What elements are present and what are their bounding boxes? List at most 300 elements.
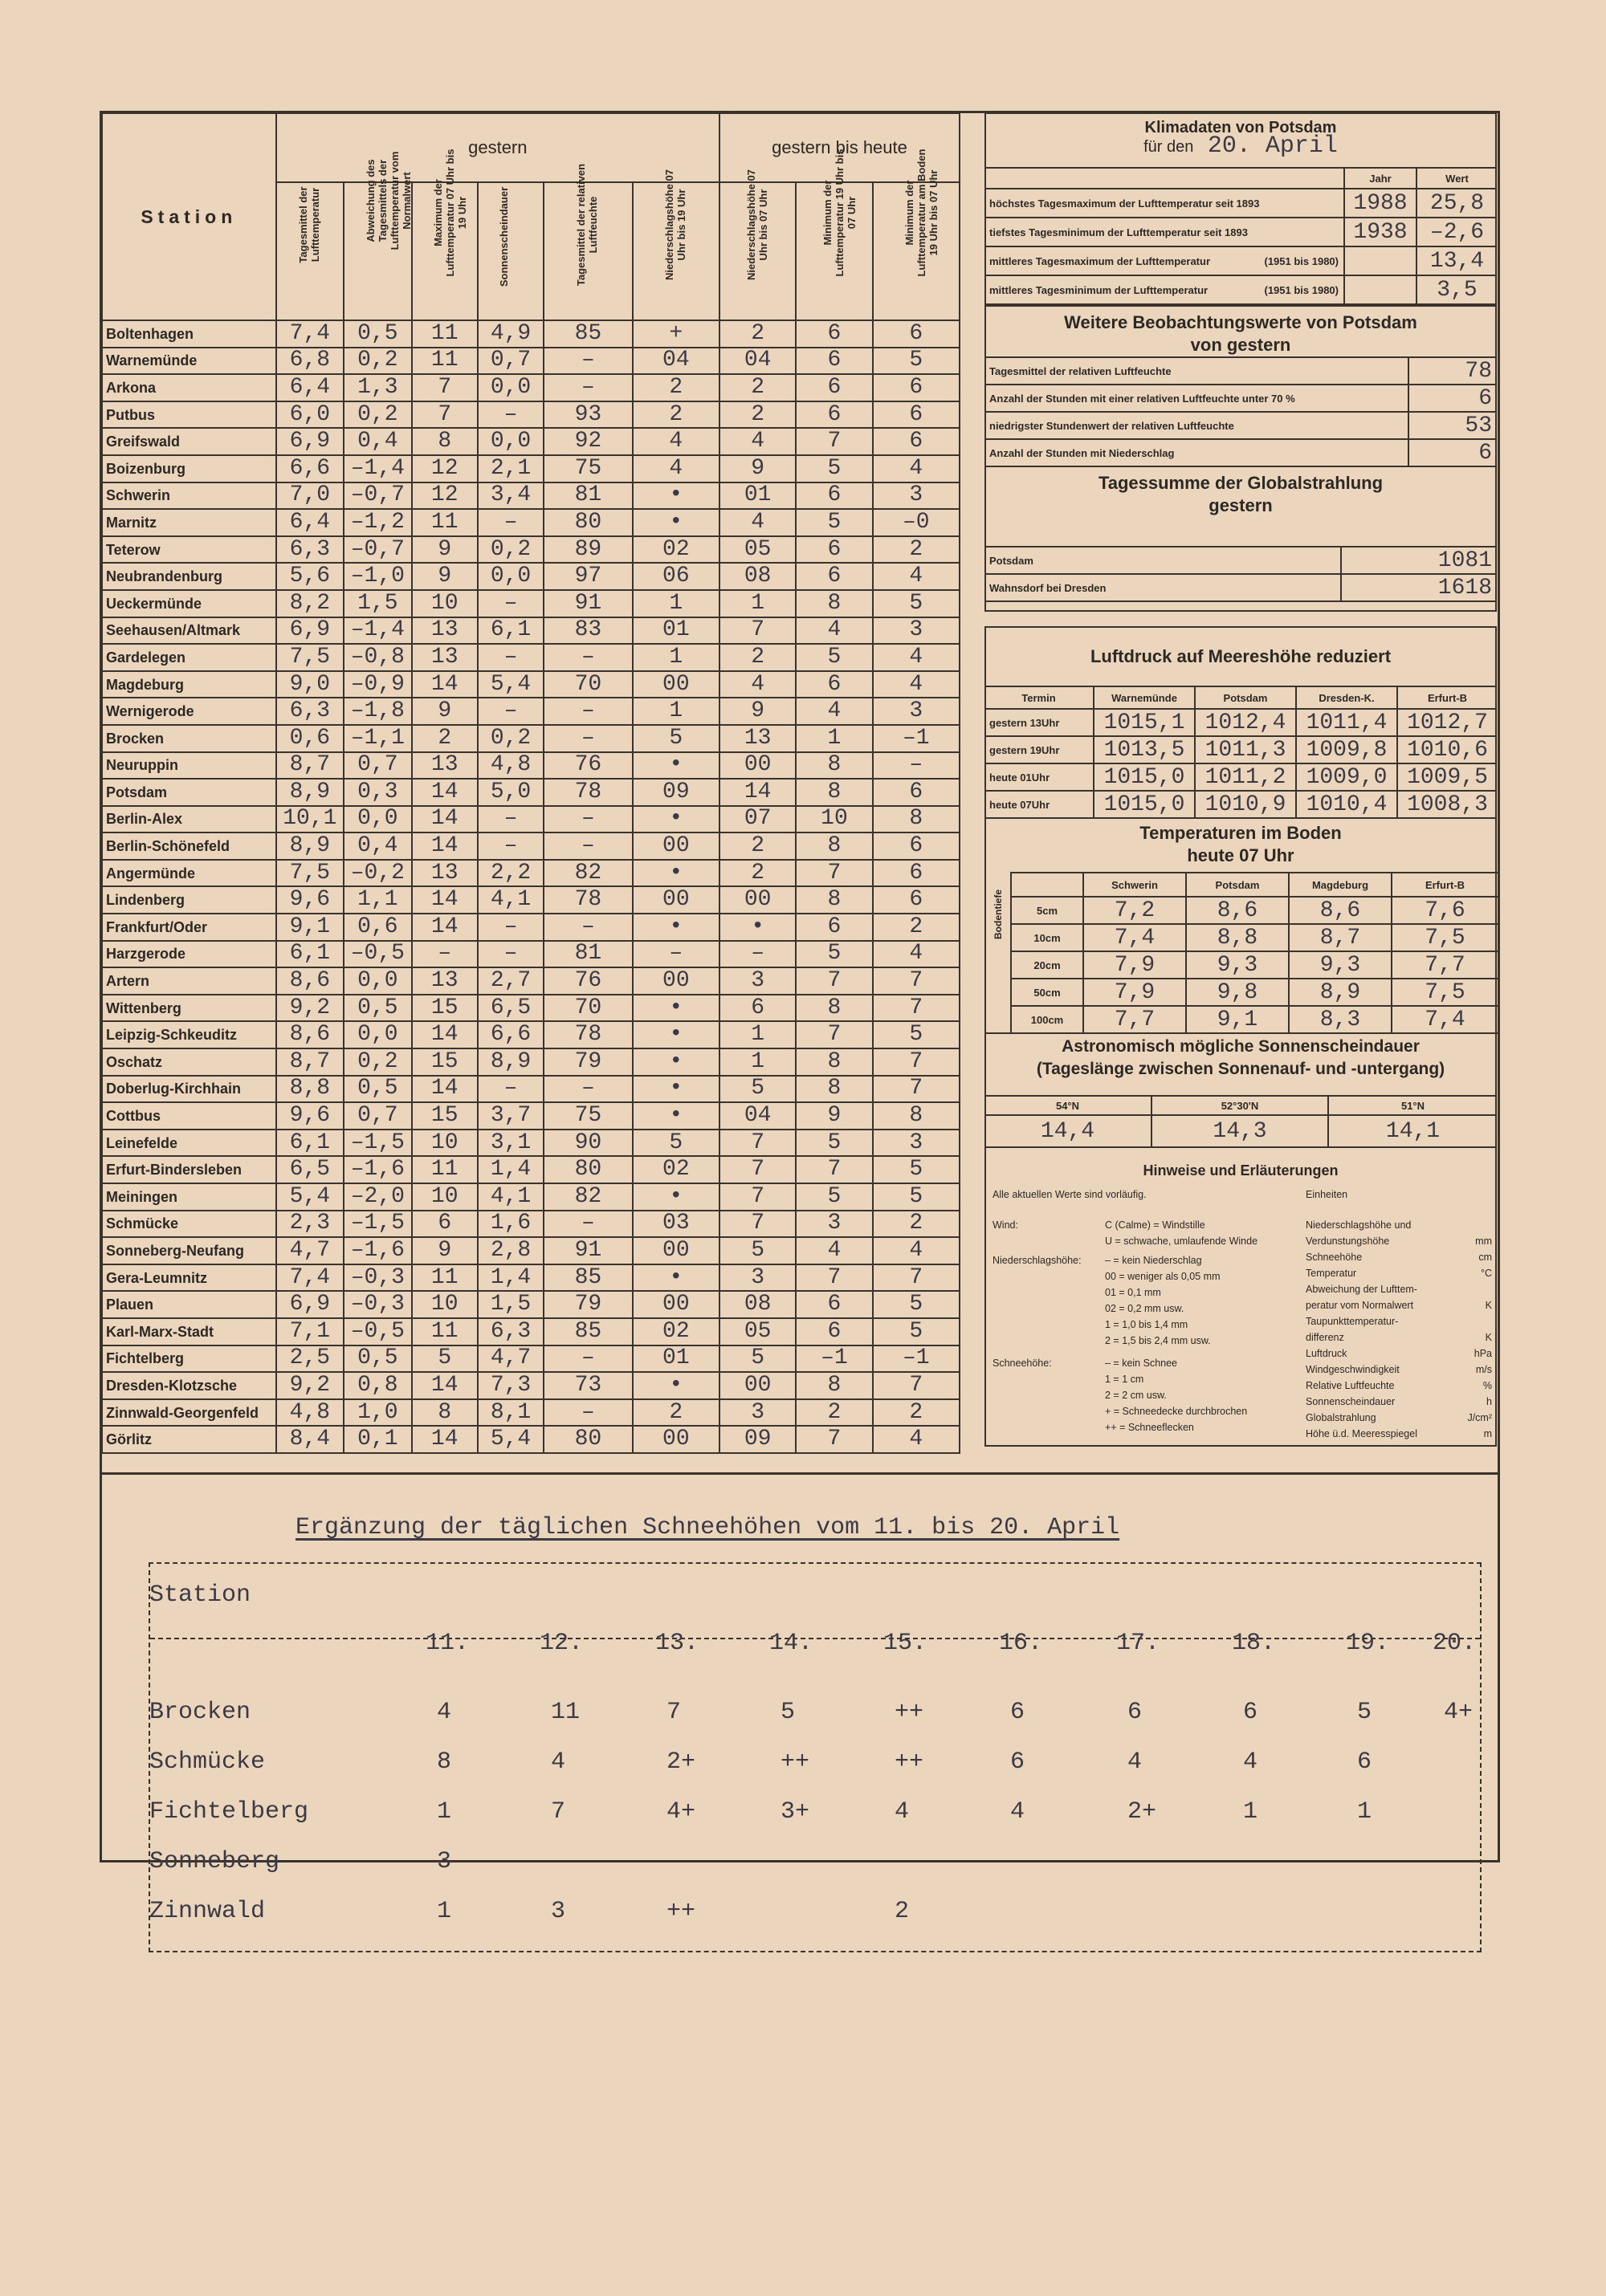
weitere-value: 6 bbox=[1408, 385, 1497, 412]
snow-station-label: Station bbox=[149, 1582, 251, 1609]
table-row bbox=[102, 886, 960, 914]
value-cell: 1 bbox=[719, 1048, 796, 1076]
value-cell: 14 bbox=[719, 779, 796, 806]
value-cell: 00 bbox=[719, 1372, 796, 1399]
unit-row bbox=[1306, 1217, 1492, 1233]
weitere-label: Tagesmittel der relativen Luftfeuchte bbox=[984, 357, 1408, 385]
luftdruck-value: 1010,4 bbox=[1296, 791, 1397, 818]
klima-row bbox=[984, 246, 1497, 275]
value-cell: 10 bbox=[412, 590, 478, 617]
value-cell: 13 bbox=[412, 967, 478, 995]
value-cell: 7 bbox=[796, 1264, 872, 1292]
unit-row bbox=[1306, 1394, 1492, 1410]
snow-day-header: 19. bbox=[1346, 1630, 1390, 1657]
value-cell: 2 bbox=[719, 401, 796, 429]
value-cell: 1,4 bbox=[478, 1264, 544, 1292]
value-cell: 15 bbox=[412, 995, 478, 1022]
value-cell: 5 bbox=[633, 1130, 719, 1157]
station-name: Erfurt-Bindersleben bbox=[102, 1156, 276, 1183]
value-cell: 0,4 bbox=[344, 833, 411, 860]
schnee-label: Schneehöhe: bbox=[993, 1358, 1052, 1369]
value-cell: 5 bbox=[873, 1183, 960, 1211]
value-cell: 85 bbox=[544, 1318, 632, 1345]
niederschlag-line: 02 = 0,2 mm usw. bbox=[1105, 1303, 1184, 1314]
value-cell: –0,2 bbox=[344, 860, 411, 887]
value-cell: 8,4 bbox=[276, 1426, 344, 1453]
column-header: Sonnenscheindauer bbox=[498, 186, 511, 287]
boden-value: 7,6 bbox=[1392, 897, 1498, 924]
table-row bbox=[102, 1237, 960, 1264]
value-cell: 11 bbox=[412, 1156, 478, 1183]
value-cell: 3,1 bbox=[478, 1130, 544, 1157]
value-cell: 6,1 bbox=[276, 941, 344, 968]
snow-value: ++ bbox=[666, 1898, 696, 1925]
boden-value: 9,8 bbox=[1186, 979, 1289, 1006]
value-cell: 15 bbox=[412, 1048, 478, 1076]
unit-row bbox=[1306, 1297, 1492, 1313]
value-cell: 9,2 bbox=[276, 995, 344, 1022]
value-cell: 0,5 bbox=[344, 1076, 411, 1103]
value-cell: 5,0 bbox=[478, 779, 544, 806]
value-cell: 8,8 bbox=[276, 1076, 344, 1103]
value-cell: 0,2 bbox=[344, 348, 411, 375]
value-cell: 6 bbox=[873, 374, 960, 401]
snow-value: 4 bbox=[1010, 1798, 1025, 1826]
value-cell: 6,3 bbox=[276, 536, 344, 564]
value-cell: 1 bbox=[633, 590, 719, 617]
unit-label: Globalstrahlung bbox=[1306, 1412, 1376, 1423]
value-cell: 6,1 bbox=[478, 617, 544, 645]
boden-value: 8,3 bbox=[1289, 1006, 1392, 1033]
luftdruck-value: 1009,0 bbox=[1296, 763, 1397, 791]
value-cell: 8 bbox=[873, 806, 960, 833]
value-cell: 14 bbox=[412, 833, 478, 860]
value-cell: 6,3 bbox=[478, 1318, 544, 1345]
luftdruck-panel bbox=[984, 626, 1497, 819]
value-cell: 13 bbox=[412, 644, 478, 671]
column-header: Minimum der Lufttemperatur 19 Uhr bis 07 Uhr bbox=[821, 149, 858, 277]
table-row bbox=[102, 860, 960, 887]
table-row bbox=[102, 1102, 960, 1130]
value-cell: – bbox=[544, 725, 632, 752]
table-row bbox=[102, 1130, 960, 1157]
value-cell: 7 bbox=[873, 967, 960, 995]
value-cell: 00 bbox=[633, 886, 719, 914]
value-cell: 4 bbox=[796, 617, 872, 645]
value-cell: 6 bbox=[873, 320, 960, 348]
value-cell: 6,4 bbox=[276, 509, 344, 536]
value-cell: 4,7 bbox=[478, 1345, 544, 1373]
value-cell: 00 bbox=[633, 1291, 719, 1318]
snow-value: 7 bbox=[551, 1798, 566, 1826]
value-cell: 7 bbox=[719, 1211, 796, 1238]
table-row bbox=[102, 1426, 960, 1453]
value-cell: 91 bbox=[544, 590, 632, 617]
value-cell: 78 bbox=[544, 779, 632, 806]
value-cell: 7,0 bbox=[276, 482, 344, 510]
snow-value: 8 bbox=[437, 1748, 452, 1776]
value-cell: 9 bbox=[796, 1102, 872, 1130]
schnee-line: + = Schneedecke durchbrochen bbox=[1105, 1406, 1248, 1417]
value-cell: 3,4 bbox=[478, 482, 544, 510]
value-cell: 10,1 bbox=[276, 806, 344, 833]
value-cell: 9 bbox=[412, 1237, 478, 1264]
value-cell: 78 bbox=[544, 886, 632, 914]
klima-label-text: tiefstes Tagesminimum der Lufttemperatur seit 1893 bbox=[989, 226, 1248, 238]
value-cell: 5 bbox=[873, 1156, 960, 1183]
value-cell: – bbox=[873, 752, 960, 780]
value-cell: 81 bbox=[544, 941, 632, 968]
value-cell: 2 bbox=[633, 374, 719, 401]
value-cell: –1,4 bbox=[344, 617, 411, 645]
value-cell: – bbox=[544, 644, 632, 671]
station-name: Boizenburg bbox=[102, 455, 276, 482]
unit-value: K bbox=[1485, 1332, 1492, 1343]
boden-value: 7,9 bbox=[1083, 951, 1186, 979]
value-cell: 0,6 bbox=[276, 725, 344, 752]
snow-value: 5 bbox=[1357, 1699, 1372, 1726]
table-row bbox=[102, 1372, 960, 1399]
snow-value: 5 bbox=[781, 1699, 796, 1726]
value-cell: 01 bbox=[633, 1345, 719, 1373]
value-cell: 8 bbox=[796, 833, 872, 860]
value-cell: 1,1 bbox=[344, 886, 411, 914]
astro-table bbox=[984, 1095, 1497, 1147]
klima-row bbox=[984, 275, 1497, 304]
luftdruck-value: 1015,0 bbox=[1094, 791, 1195, 818]
value-cell: 3 bbox=[719, 1399, 796, 1427]
value-cell: • bbox=[633, 509, 719, 536]
value-cell: • bbox=[633, 806, 719, 833]
value-cell: 6,9 bbox=[276, 1291, 344, 1318]
station-name: Artern bbox=[102, 967, 276, 995]
value-cell: 4,1 bbox=[478, 1183, 544, 1211]
value-cell: 10 bbox=[412, 1291, 478, 1318]
value-cell: 7 bbox=[412, 401, 478, 429]
value-cell: 89 bbox=[544, 536, 632, 564]
value-cell: 00 bbox=[633, 833, 719, 860]
value-cell: 85 bbox=[544, 1264, 632, 1292]
value-cell: 11 bbox=[412, 1318, 478, 1345]
table-row bbox=[102, 1076, 960, 1103]
value-cell: • bbox=[633, 482, 719, 510]
klimadaten-title: Klimadaten von Potsdam bbox=[1144, 119, 1337, 136]
value-cell: 2 bbox=[719, 644, 796, 671]
global-subtitle: gestern bbox=[1209, 495, 1273, 515]
value-cell: 85 bbox=[544, 320, 632, 348]
boden-header-row bbox=[1011, 873, 1498, 897]
globalstrahlung-panel bbox=[984, 467, 1497, 612]
snow-value: 7 bbox=[666, 1699, 682, 1726]
value-cell: 2,3 bbox=[276, 1211, 344, 1238]
value-cell: 93 bbox=[544, 401, 632, 429]
weitere-value: 53 bbox=[1408, 412, 1497, 439]
value-cell: 00 bbox=[719, 886, 796, 914]
niederschlag-label: Niederschlagshöhe: bbox=[993, 1255, 1082, 1266]
luftdruck-header: Erfurt-B bbox=[1397, 686, 1497, 709]
unit-label: Höhe ü.d. Meeresspiegel bbox=[1306, 1428, 1417, 1439]
snow-day-header: 11. bbox=[426, 1630, 470, 1657]
value-cell: 7 bbox=[719, 1156, 796, 1183]
value-cell: 5 bbox=[633, 725, 719, 752]
value-cell: 2 bbox=[719, 860, 796, 887]
value-cell: 3 bbox=[873, 482, 960, 510]
value-cell: 07 bbox=[719, 806, 796, 833]
weitere-title: Weitere Beobachtungswerte von Potsdam bbox=[1064, 312, 1417, 332]
table-row bbox=[102, 1318, 960, 1345]
boden-value: 8,9 bbox=[1289, 979, 1392, 1006]
table-row bbox=[102, 833, 960, 860]
value-cell: 9,2 bbox=[276, 1372, 344, 1399]
schnee-line: 2 = 2 cm usw. bbox=[1105, 1390, 1167, 1401]
value-cell: 02 bbox=[633, 1156, 719, 1183]
station-name: Görlitz bbox=[102, 1426, 276, 1453]
station-name: Schmücke bbox=[102, 1211, 276, 1238]
unit-label: Niederschlagshöhe und bbox=[1306, 1219, 1412, 1231]
luftdruck-value: 1010,9 bbox=[1195, 791, 1296, 818]
boden-value: 8,8 bbox=[1186, 924, 1289, 951]
klimadaten-subtitle: für den bbox=[1143, 138, 1194, 156]
value-cell: 1,0 bbox=[344, 1399, 411, 1427]
unit-label: Temperatur bbox=[1306, 1268, 1357, 1279]
value-cell: 70 bbox=[544, 995, 632, 1022]
value-cell: 2 bbox=[412, 725, 478, 752]
value-cell: 3 bbox=[719, 1264, 796, 1292]
value-cell: 6 bbox=[873, 428, 960, 455]
value-cell: 0,0 bbox=[478, 374, 544, 401]
value-cell: 90 bbox=[544, 1130, 632, 1157]
snow-station: Brocken bbox=[149, 1699, 251, 1726]
table-row bbox=[102, 806, 960, 833]
table-row bbox=[102, 752, 960, 780]
value-cell: –1,5 bbox=[344, 1130, 411, 1157]
value-cell: 6 bbox=[412, 1211, 478, 1238]
schnee-line: ++ = Schneeflecken bbox=[1105, 1422, 1194, 1433]
station-name: Marnitz bbox=[102, 509, 276, 536]
value-cell: 3 bbox=[873, 617, 960, 645]
value-cell: 8,7 bbox=[276, 752, 344, 780]
value-cell: 13 bbox=[412, 617, 478, 645]
value-cell: 6,0 bbox=[276, 401, 344, 429]
luftdruck-table bbox=[984, 686, 1497, 819]
unit-value: h bbox=[1486, 1396, 1492, 1407]
table-row bbox=[102, 1156, 960, 1183]
value-cell: 82 bbox=[544, 1183, 632, 1211]
snow-value: ++ bbox=[781, 1748, 810, 1776]
value-cell: 14 bbox=[412, 1021, 478, 1048]
value-cell: 0,4 bbox=[344, 428, 411, 455]
value-cell: – bbox=[478, 401, 544, 429]
station-name: Leinefelde bbox=[102, 1130, 276, 1157]
boden-value: 7,7 bbox=[1083, 1006, 1186, 1033]
value-cell: 04 bbox=[719, 1102, 796, 1130]
value-cell: 6 bbox=[796, 1318, 872, 1345]
niederschlag-line: 00 = weniger als 0,05 mm bbox=[1105, 1271, 1221, 1282]
value-cell: 9 bbox=[719, 698, 796, 725]
value-cell: 14 bbox=[412, 886, 478, 914]
value-cell: 6 bbox=[873, 779, 960, 806]
boden-depth: 50cm bbox=[1011, 979, 1083, 1006]
value-cell: –0,8 bbox=[344, 644, 411, 671]
value-cell: 3 bbox=[873, 1130, 960, 1157]
value-cell: 78 bbox=[544, 1021, 632, 1048]
value-cell: 4,8 bbox=[478, 752, 544, 780]
station-name: Brocken bbox=[102, 725, 276, 752]
global-row bbox=[984, 574, 1497, 601]
klima-period: (1951 bis 1980) bbox=[1264, 254, 1339, 267]
global-row bbox=[984, 547, 1497, 574]
luftdruck-termin: heute 07Uhr bbox=[984, 791, 1094, 818]
value-cell: 14 bbox=[412, 1426, 478, 1453]
snow-value: 1 bbox=[437, 1898, 452, 1925]
value-cell: 5,4 bbox=[478, 1426, 544, 1453]
boden-depth: 10cm bbox=[1011, 924, 1083, 951]
value-cell: 6 bbox=[873, 401, 960, 429]
klima-value: –2,6 bbox=[1416, 218, 1497, 246]
station-name: Zinnwald-Georgenfeld bbox=[102, 1399, 276, 1427]
snow-value: 1 bbox=[1357, 1798, 1372, 1826]
unit-value: mm bbox=[1475, 1236, 1492, 1247]
value-cell: 6,4 bbox=[276, 374, 344, 401]
value-cell: – bbox=[544, 698, 632, 725]
column-header: Minimum der Lufttemperatur am Boden 19 Uhr bis 07 Uhr bbox=[903, 149, 940, 277]
value-cell: 8,1 bbox=[478, 1399, 544, 1427]
astro-header: 54°N bbox=[984, 1096, 1152, 1115]
boden-corner bbox=[1011, 873, 1083, 897]
value-cell: 6 bbox=[796, 348, 872, 375]
weitere-row bbox=[984, 357, 1497, 385]
wind-line: C (Calme) = Windstille bbox=[1105, 1219, 1205, 1231]
snow-value: 6 bbox=[1010, 1699, 1025, 1726]
value-cell: 7,5 bbox=[276, 644, 344, 671]
schnee-line: 1 = 1 cm bbox=[1105, 1374, 1144, 1385]
value-cell: 5 bbox=[719, 1076, 796, 1103]
niederschlag-line: 01 = 0,1 mm bbox=[1105, 1287, 1161, 1298]
value-cell: 79 bbox=[544, 1048, 632, 1076]
station-name: Karl-Marx-Stadt bbox=[102, 1318, 276, 1345]
station-name: Gardelegen bbox=[102, 644, 276, 671]
table-row bbox=[102, 1345, 960, 1373]
weitere-label: Anzahl der Stunden mit Niederschlag bbox=[984, 439, 1408, 466]
snow-station: Schmücke bbox=[149, 1748, 266, 1776]
value-cell: • bbox=[633, 1102, 719, 1130]
value-cell: 0,2 bbox=[478, 725, 544, 752]
klima-value: 25,8 bbox=[1416, 189, 1497, 218]
luftdruck-row bbox=[984, 736, 1497, 763]
station-name: Arkona bbox=[102, 374, 276, 401]
column-header: Tagesmittel der Lufttemperatur bbox=[296, 186, 321, 263]
value-cell: 6,9 bbox=[276, 428, 344, 455]
unit-row bbox=[1306, 1345, 1492, 1362]
column-header: Niederschlagshöhe 07 Uhr bis 07 Uhr bbox=[744, 169, 769, 280]
table-row bbox=[102, 725, 960, 752]
value-cell: 02 bbox=[633, 536, 719, 564]
value-cell: –1,1 bbox=[344, 725, 411, 752]
value-cell: 4 bbox=[633, 428, 719, 455]
value-cell: 2,5 bbox=[276, 1345, 344, 1373]
station-name: Lindenberg bbox=[102, 886, 276, 914]
station-name: Wittenberg bbox=[102, 995, 276, 1022]
value-cell: 9,1 bbox=[276, 914, 344, 941]
value-cell: –1,0 bbox=[344, 563, 411, 590]
value-cell: 04 bbox=[633, 348, 719, 375]
value-cell: 7 bbox=[719, 1183, 796, 1211]
station-name: Neubrandenburg bbox=[102, 563, 276, 590]
value-cell: 1 bbox=[796, 725, 872, 752]
table-row bbox=[102, 617, 960, 645]
value-cell: 2 bbox=[719, 374, 796, 401]
value-cell: –0,7 bbox=[344, 536, 411, 564]
unit-label: Verdunstungshöhe bbox=[1306, 1236, 1390, 1247]
header-gestern-bis-heute: gestern bis heute bbox=[719, 113, 960, 182]
snow-value: 4 bbox=[1243, 1748, 1258, 1776]
klima-year: 1988 bbox=[1344, 189, 1416, 218]
column-header: Tagesmittel der relativen Luftfeuchte bbox=[575, 163, 600, 287]
station-name: Ueckermünde bbox=[102, 590, 276, 617]
value-cell: 4 bbox=[873, 1426, 960, 1453]
value-cell: 10 bbox=[412, 1183, 478, 1211]
value-cell: 97 bbox=[544, 563, 632, 590]
boden-value: 7,2 bbox=[1083, 897, 1186, 924]
value-cell: 6 bbox=[873, 833, 960, 860]
value-cell: 6 bbox=[873, 860, 960, 887]
value-cell: 75 bbox=[544, 1102, 632, 1130]
unit-row bbox=[1306, 1233, 1492, 1249]
bodentiefe-label: Bodentiefe bbox=[993, 889, 1004, 939]
column-header: Maximum der Lufttemperatur 07 Uhr bis 19 Uhr bbox=[431, 149, 468, 277]
snow-day-header: 18. bbox=[1232, 1630, 1276, 1657]
value-cell: 0,0 bbox=[344, 967, 411, 995]
klimadaten-date: 20. April bbox=[1207, 132, 1338, 160]
value-cell: 8,2 bbox=[276, 590, 344, 617]
value-cell: 5 bbox=[796, 455, 872, 482]
boden-value: 7,5 bbox=[1392, 979, 1498, 1006]
boden-value: 7,7 bbox=[1392, 951, 1498, 979]
global-value: 1618 bbox=[1341, 574, 1497, 601]
weitere-row bbox=[984, 385, 1497, 412]
value-cell: –1,6 bbox=[344, 1156, 411, 1183]
value-cell: 5 bbox=[412, 1345, 478, 1373]
value-cell: –1 bbox=[873, 1345, 960, 1373]
value-cell: 8 bbox=[796, 1372, 872, 1399]
value-cell: 2 bbox=[873, 1399, 960, 1427]
station-name: Schwerin bbox=[102, 482, 276, 510]
value-cell: 2,2 bbox=[478, 860, 544, 887]
value-cell: 70 bbox=[544, 671, 632, 698]
luftdruck-value: 1015,1 bbox=[1094, 709, 1195, 736]
value-cell: – bbox=[478, 833, 544, 860]
unit-value: hPa bbox=[1474, 1348, 1492, 1359]
snow-value: 4 bbox=[895, 1798, 910, 1826]
value-cell: – bbox=[478, 1076, 544, 1103]
value-cell: 8,9 bbox=[478, 1048, 544, 1076]
boden-value: 9,3 bbox=[1289, 951, 1392, 979]
unit-label: Abweichung der Lufttem- bbox=[1306, 1284, 1417, 1295]
luftdruck-header: Dresden-K. bbox=[1296, 686, 1397, 709]
value-cell: 6,6 bbox=[478, 1021, 544, 1048]
value-cell: 9 bbox=[412, 563, 478, 590]
value-cell: 5,6 bbox=[276, 563, 344, 590]
station-name: Doberlug-Kirchhain bbox=[102, 1076, 276, 1103]
unit-row bbox=[1306, 1410, 1492, 1426]
value-cell: 8,7 bbox=[276, 1048, 344, 1076]
value-cell: 4 bbox=[873, 455, 960, 482]
table-row bbox=[102, 779, 960, 806]
value-cell: 3 bbox=[796, 1211, 872, 1238]
boden-row bbox=[1011, 897, 1498, 924]
value-cell: – bbox=[544, 1076, 632, 1103]
value-cell: 0,5 bbox=[344, 320, 411, 348]
